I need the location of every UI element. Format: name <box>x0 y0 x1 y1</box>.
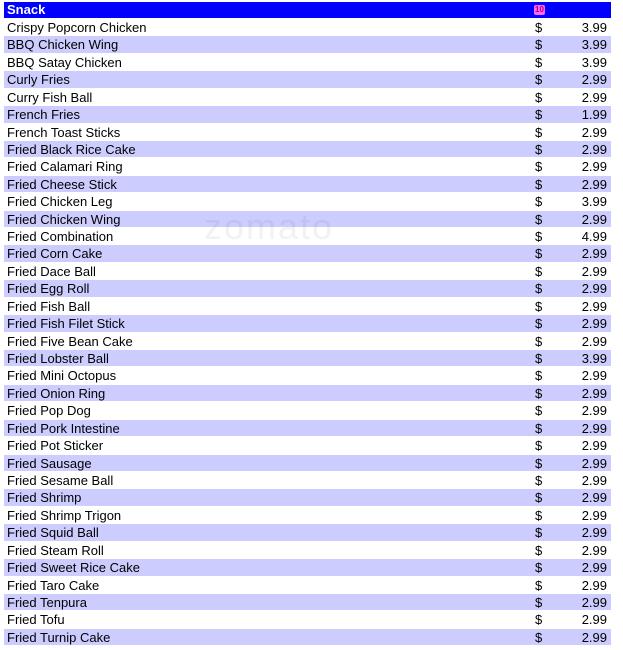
item-name: Fried Mini Octopus <box>7 368 117 384</box>
item-currency: $ <box>535 594 543 610</box>
item-name: Fried Fish Filet Stick <box>7 316 125 332</box>
item-price: 3.99 <box>581 37 607 53</box>
item-currency: $ <box>535 176 543 192</box>
item-price: 2.99 <box>581 542 607 558</box>
item-price: 2.99 <box>581 141 607 157</box>
menu-item-row <box>4 297 611 314</box>
item-name: French Fries <box>7 107 80 123</box>
menu-item-row <box>4 523 611 540</box>
item-name: Curry Fish Ball <box>7 89 93 105</box>
item-price: 2.99 <box>581 403 607 419</box>
item-price: 2.99 <box>581 560 607 576</box>
menu-item-row <box>4 70 611 87</box>
item-price: 2.99 <box>581 72 607 88</box>
item-name: Fried Dace Ball <box>7 263 96 279</box>
item-name: Fried Pork Intestine <box>7 420 120 436</box>
item-price: 2.99 <box>581 124 607 140</box>
item-price: 2.99 <box>581 420 607 436</box>
menu-item-row <box>4 157 611 174</box>
item-currency: $ <box>535 438 543 454</box>
item-currency: $ <box>535 507 543 523</box>
item-price: 2.99 <box>581 507 607 523</box>
item-name: BBQ Chicken Wing <box>7 37 119 53</box>
menu-item-row <box>4 593 611 610</box>
item-price: 3.99 <box>581 351 607 367</box>
menu-item-row <box>4 88 611 105</box>
item-price: 2.99 <box>581 159 607 175</box>
item-name: Fried Five Bean Cake <box>7 333 133 349</box>
item-name: Fried Turnip Cake <box>7 629 111 645</box>
item-name: Fried Steam Roll <box>7 542 104 558</box>
item-currency: $ <box>535 525 543 541</box>
menu-item-row <box>4 541 611 558</box>
item-price: 2.99 <box>581 368 607 384</box>
menu-item-row <box>4 123 611 140</box>
item-name: Fried Egg Roll <box>7 281 90 297</box>
item-currency: $ <box>535 37 543 53</box>
item-price: 2.99 <box>581 246 607 262</box>
item-currency: $ <box>535 385 543 401</box>
item-name: French Toast Sticks <box>7 124 121 140</box>
item-name: Fried Sweet Rice Cake <box>7 560 140 576</box>
item-price: 2.99 <box>581 490 607 506</box>
item-currency: $ <box>535 560 543 576</box>
menu-item-row <box>4 262 611 279</box>
menu-item-row <box>4 332 611 349</box>
item-name: Fried Taro Cake <box>7 577 100 593</box>
item-currency: $ <box>535 54 543 70</box>
menu-item-row <box>4 140 611 157</box>
item-name: Fried Pot Sticker <box>7 438 104 454</box>
item-price: 2.99 <box>581 176 607 192</box>
item-name: Fried Chicken Leg <box>7 194 113 210</box>
section-title: Snack <box>7 2 46 17</box>
item-currency: $ <box>535 577 543 593</box>
item-currency: $ <box>535 333 543 349</box>
item-name: Fried Shrimp Trigon <box>7 507 122 523</box>
item-currency: $ <box>535 316 543 332</box>
item-currency: $ <box>535 281 543 297</box>
item-currency: $ <box>535 246 543 262</box>
item-price: 2.99 <box>581 385 607 401</box>
item-price: 2.99 <box>581 298 607 314</box>
item-currency: $ <box>535 20 543 35</box>
item-price: 2.99 <box>581 525 607 541</box>
item-name: Fried Sesame Ball <box>7 472 114 488</box>
menu-item-row <box>4 610 611 627</box>
item-price: 2.99 <box>581 594 607 610</box>
menu-item-row <box>4 454 611 471</box>
menu-item-row <box>4 401 611 418</box>
item-name: Fried Corn Cake <box>7 246 103 262</box>
menu-item-row <box>4 227 611 244</box>
menu-item-row <box>4 506 611 523</box>
menu-sheet <box>4 2 611 645</box>
menu-item-row <box>4 349 611 366</box>
item-currency: $ <box>535 107 543 123</box>
item-currency: $ <box>535 298 543 314</box>
item-price: 3.99 <box>581 194 607 210</box>
item-currency: $ <box>535 351 543 367</box>
item-name: Curly Fries <box>7 72 70 88</box>
item-price: 2.99 <box>581 455 607 471</box>
item-currency: $ <box>535 89 543 105</box>
item-name: Fried Black Rice Cake <box>7 141 136 157</box>
menu-item-row <box>4 558 611 575</box>
item-name: Fried Tofu <box>7 612 65 628</box>
menu-item-row <box>4 628 611 645</box>
item-currency: $ <box>535 472 543 488</box>
item-name: Fried Chicken Wing <box>7 211 121 227</box>
menu-item-row <box>4 244 611 261</box>
item-name: Crispy Popcorn Chicken <box>7 20 147 35</box>
item-name: Fried Squid Ball <box>7 525 99 541</box>
item-name: Fried Cheese Stick <box>7 176 117 192</box>
item-name: Fried Combination <box>7 229 114 245</box>
menu-item-row <box>4 35 611 52</box>
item-price: 1.99 <box>581 107 607 123</box>
item-currency: $ <box>535 420 543 436</box>
item-price: 2.99 <box>581 263 607 279</box>
menu-item-row <box>4 53 611 70</box>
item-currency: $ <box>535 211 543 227</box>
menu-item-row <box>4 384 611 401</box>
item-price: 3.99 <box>581 20 607 35</box>
item-price: 3.99 <box>581 54 607 70</box>
menu-item-row <box>4 576 611 593</box>
item-name: Fried Sausage <box>7 455 92 471</box>
item-price: 2.99 <box>581 629 607 645</box>
item-price: 2.99 <box>581 472 607 488</box>
item-name: Fried Fish Ball <box>7 298 91 314</box>
item-name: Fried Onion Ring <box>7 385 106 401</box>
item-price: 2.99 <box>581 612 607 628</box>
item-name: Fried Tenpura <box>7 594 87 610</box>
menu-item-list <box>4 18 611 645</box>
item-currency: $ <box>535 124 543 140</box>
menu-item-row <box>4 210 611 227</box>
item-price: 2.99 <box>581 333 607 349</box>
item-currency: $ <box>535 72 543 88</box>
item-currency: $ <box>535 455 543 471</box>
item-currency: $ <box>535 159 543 175</box>
section-header <box>4 2 611 18</box>
item-price: 2.99 <box>581 316 607 332</box>
item-currency: $ <box>535 263 543 279</box>
menu-item-row <box>4 471 611 488</box>
item-price: 2.99 <box>581 281 607 297</box>
item-currency: $ <box>535 403 543 419</box>
item-currency: $ <box>535 490 543 506</box>
menu-item-row <box>4 366 611 383</box>
menu-item-row <box>4 18 611 35</box>
item-currency: $ <box>535 629 543 645</box>
item-price: 2.99 <box>581 438 607 454</box>
menu-item-row <box>4 419 611 436</box>
item-name: Fried Shrimp <box>7 490 82 506</box>
item-currency: $ <box>535 368 543 384</box>
item-price: 2.99 <box>581 89 607 105</box>
item-name: Fried Pop Dog <box>7 403 91 419</box>
item-name: BBQ Satay Chicken <box>7 54 122 70</box>
item-currency: $ <box>535 194 543 210</box>
menu-item-row <box>4 279 611 296</box>
item-name: Fried Lobster Ball <box>7 351 109 367</box>
item-name: Fried Calamari Ring <box>7 159 123 175</box>
menu-item-row <box>4 175 611 192</box>
item-currency: $ <box>535 612 543 628</box>
item-price: 4.99 <box>581 229 607 245</box>
item-price: 2.99 <box>581 211 607 227</box>
item-currency: $ <box>535 542 543 558</box>
menu-item-row <box>4 314 611 331</box>
menu-item-row <box>4 436 611 453</box>
menu-item-row <box>4 488 611 505</box>
item-currency: $ <box>535 229 543 245</box>
menu-item-row <box>4 105 611 122</box>
item-currency: $ <box>535 141 543 157</box>
menu-item-row <box>4 192 611 209</box>
item-price: 2.99 <box>581 577 607 593</box>
logo-badge-icon: 10 <box>535 5 544 14</box>
